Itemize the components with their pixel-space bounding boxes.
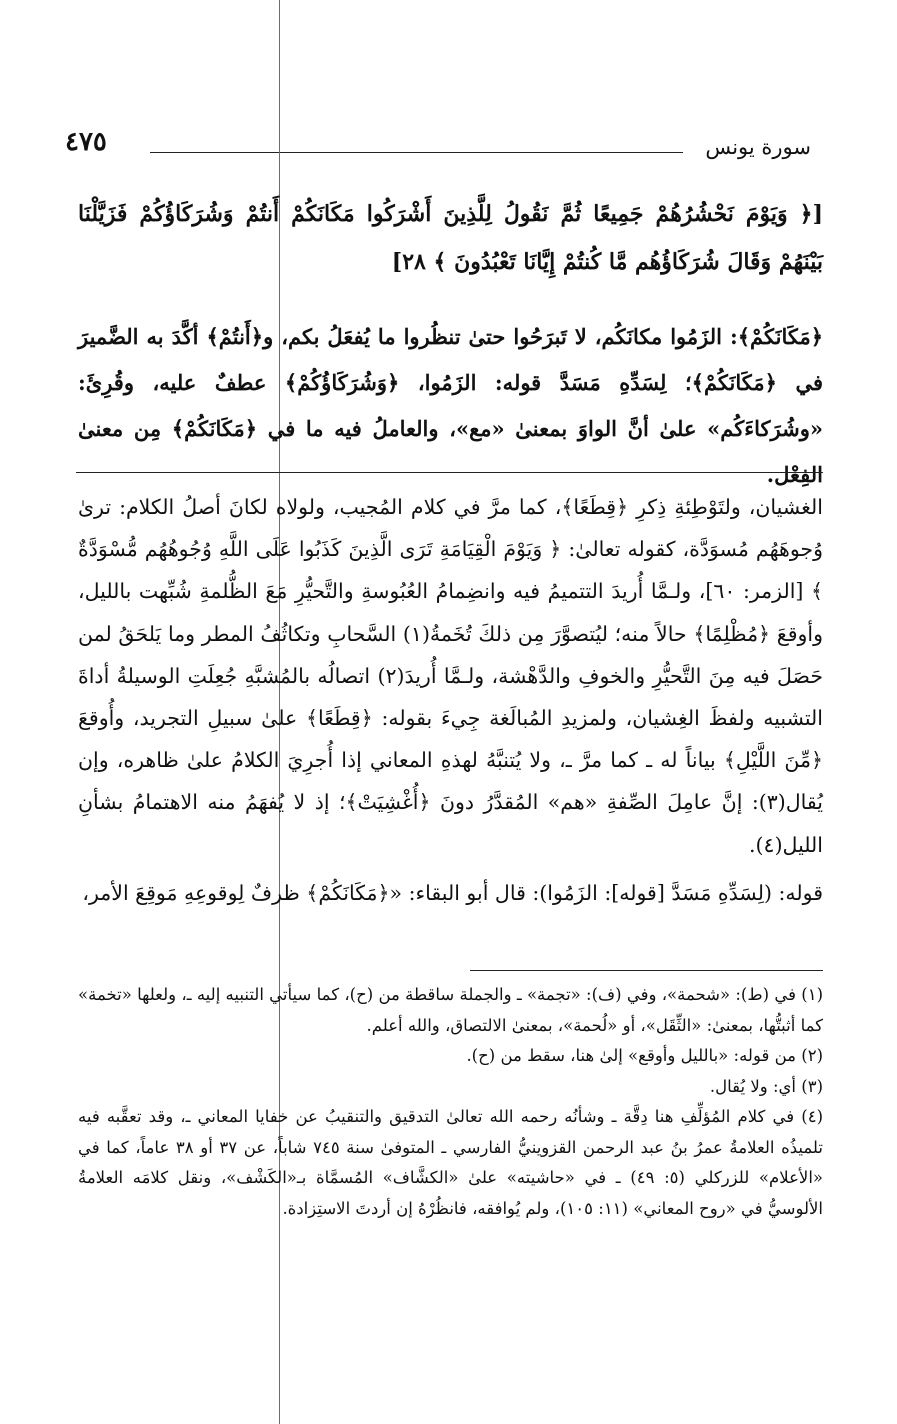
footnote: (٢) من قوله: «بالليل وأوقع» إلىٰ هنا، سقط من (ح). [466, 1046, 823, 1065]
running-header [65, 125, 811, 175]
surah-name: سورة يونس [705, 135, 811, 159]
footnote: (٤) في كلام المُؤلِّفِ هنا دِقَّة ـ وشأنُه رحمه الله تعالىٰ التدقيق والتنقيبُ عن خفايا المعاني ـ، وقد تعقَّبه فيه تلميذُه العلامةُ عمرُ بنُ عبد الرحمن القزوينيُّ الفارسي ـ المتوفىٰ سنة ٧٤٥ شاباً، عن ٣٧ أو ٣٨ عاماً، كما في «الأعلام» للزركلي (٥: ٤٩) ـ في «حاشيته» علىٰ «الكشَّاف» المُسمَّاة بـ«الكَشْف»، ونقل كلامَه العلامةُ الألوسيُّ في «روح المعاني» (١١: ١٠٥)، ولم يُوافقه، فانظُرْهُ إن أردتَ الاستِزادة. [78, 1107, 824, 1218]
main-commentary: ﴿مَكَانَكُمْ﴾: الزَمُوا مكانَكُم، لا تَبرَحُوا حتىٰ تنظُروا ما يُفعَلُ بكم، و﴿أَنتُمْ﴾ أكَّدَ به الضَّميرَ في ﴿مَكَانَكُمْ﴾؛ لِسَدِّهِ مَسَدَّ قوله: الزَمُوا، ﴿وَشُرَكَاؤُكُمْ﴾ عطفٌ عليه، وقُرِئَ: «وشُرَكاءَكُم» علىٰ أنَّ الواوَ بمعنىٰ «مع»، والعاملُ فيه ما في ﴿مَكَانَكُمْ﴾ مِن معنىٰ الفِعْل. [78, 324, 823, 487]
gloss-paragraph: الغشيان، ولتَوْطِئةِ ذِكرِ ﴿قِطَعًا﴾، كما مرَّ في كلام المُجيب، ولولاه لكانَ أصلُ الكلام: ترىٰ وُجوهَهُم مُسوَدَّة، كقوله تعالىٰ: ﴿ وَيَوْمَ الْقِيَامَةِ تَرَى الَّذِينَ كَذَبُوا عَلَى اللَّهِ وُجُوهُهُم مُّسْوَدَّةٌ ﴾ [الزمر: ٦٠]، ولـمَّا أُريدَ التتميمُ فيه وانضِمامُ العُبُوسةِ والتَّحيُّرِ مَعَ الظُّلمةِ شُبِّهت بالليل، وأوقعَ ﴿مُظْلِمًا﴾ حالاً منه؛ ليُتصوَّرَ مِن ذلكَ تُخَمةُ(١) السَّحابِ وتكاثُفُ المطر وما يَلحَقُ لمن حَصَلَ فيه مِنَ التَّحيُّرِ والخوفِ والدَّهْشة، ولـمَّا أُريدَ(٢) اتصالُه بالمُشبَّهِ جُعِلَتِ الوسيلةُ أداةَ التشبيه ولفظَ الغِشيان، ولمزيدِ المُبالَغة جِيءَ بقوله: ﴿قِطَعًا﴾ علىٰ سبيلِ التجريد، وأُوقعَ ﴿مِّنَ اللَّيْلِ﴾ بياناً له ـ كما مرَّ ـ، ولا يُتنبَّهُ لهذهِ المعاني إذا أُجرِيَ الكلامُ علىٰ ظاهره، وإن يُقال(٣): إنَّ عامِلَ الصِّفةِ «هم» المُقدَّرُ دونَ ﴿أُغْشِيَتْ﴾؛ إذ لا يُفهَمُ منه الاهتمامُ بشأنِ الليل(٤). [78, 495, 823, 857]
footnotes [78, 980, 823, 1224]
gloss-paragraph: قوله: (لِسَدِّهِ مَسَدَّ [قوله]: الزَمُوا): قال أبو البقاء: «﴿مَكَانَكُمْ﴾ ظرفٌ لِوقوعِهِ مَوقِعَ الأمر، [82, 880, 823, 905]
footnote: (٣) أي: ولا يُقال. [709, 1076, 823, 1096]
page-number: ٤٧٥ [65, 127, 107, 157]
footnote: (١) في (ط): «شحمة»، وفي (ف): «تجمة» ـ والجملة ساقطة من (ح)، كما سيأتي التنبيه إليه ـ، ولعلها «تخمة» كما أثبتُّها، بمعنىٰ: «الثِّقَل»، أو «لُحمة»، بمعنىٰ الالتصاق، والله أعلم. [78, 985, 823, 1035]
gloss-text [78, 486, 823, 914]
section-divider [76, 472, 823, 473]
quran-verse: [﴿ وَيَوْمَ نَحْشُرُهُمْ جَمِيعًا ثُمَّ نَقُولُ لِلَّذِينَ أَشْرَكُوا مَكَانَكُمْ أَنتُمْ وَشُرَكَاؤُكُمْ فَزَيَّلْنَا بَيْنَهُمْ وَقَالَ شُرَكَاؤُهُم مَّا كُنتُمْ إِيَّانَا تَعْبُدُونَ ﴾ ٢٨] [78, 201, 823, 275]
header-rule [150, 152, 683, 153]
footnote-rule [470, 970, 823, 971]
